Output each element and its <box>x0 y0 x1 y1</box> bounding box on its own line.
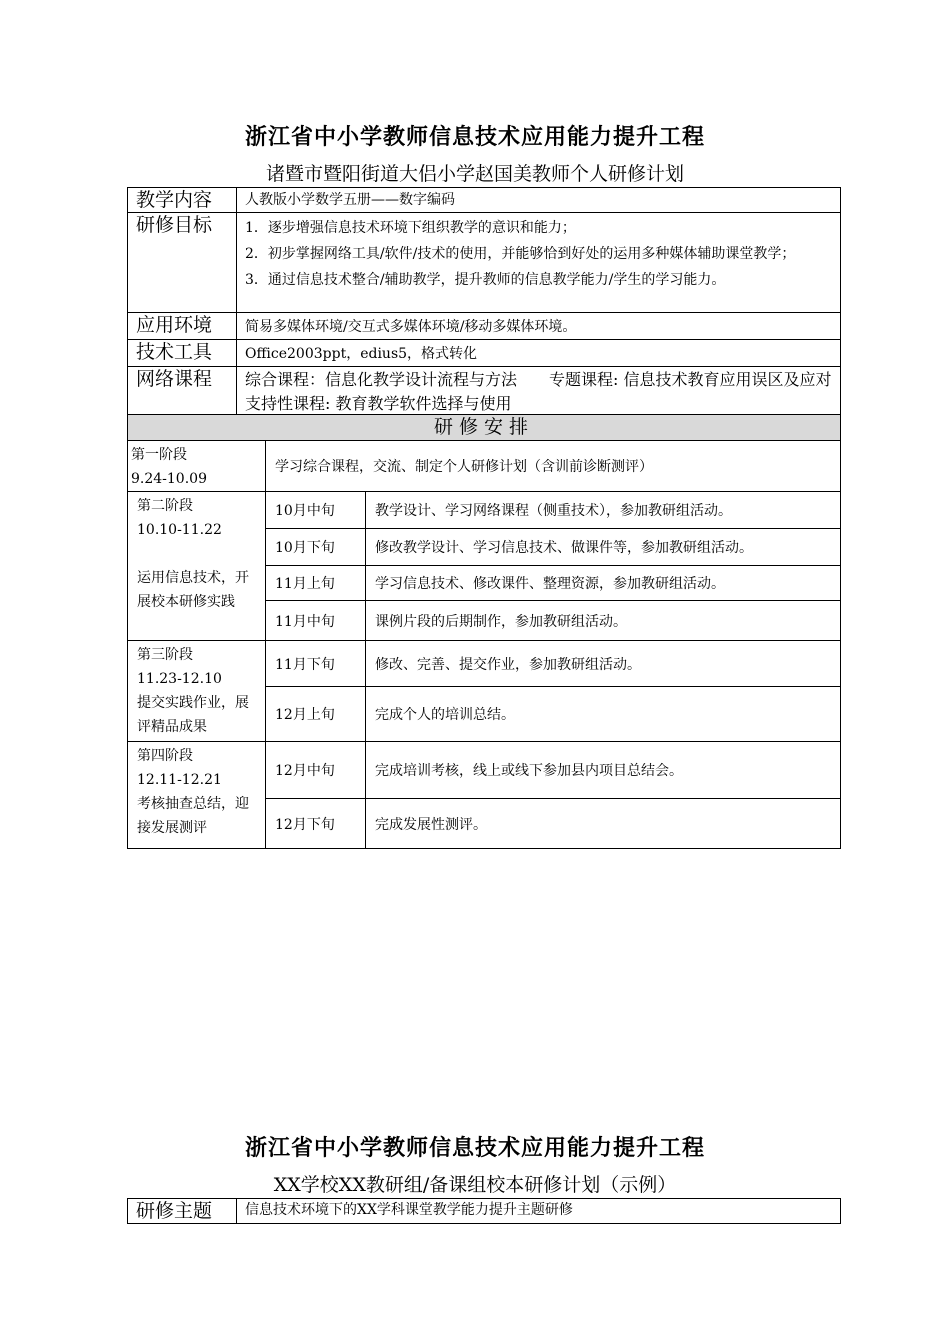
topic-label: 研修主题 <box>128 1199 237 1224</box>
goal-label: 研修目标 <box>128 213 237 313</box>
page2-title: 浙江省中小学教师信息技术应用能力提升工程 <box>244 1135 705 1161</box>
stage-dates: 9.24-10.09 <box>131 471 207 487</box>
stage-name: 第二阶段 <box>137 498 193 514</box>
goal-row <box>128 213 841 313</box>
topic-row <box>128 1199 841 1224</box>
stage1-cell <box>128 441 266 492</box>
period-cell: 11月上旬 <box>266 566 366 601</box>
period-cell: 12月中旬 <box>266 742 366 799</box>
course-row <box>128 367 841 417</box>
page-title: 浙江省中小学教师信息技术应用能力提升工程 <box>244 124 705 150</box>
tool-value: Office2003ppt，edius5，格式转化 <box>237 340 841 367</box>
desc-cell: 完成个人的培训总结。 <box>366 687 841 742</box>
goal-list <box>237 213 841 313</box>
goal-item: 3．通过信息技术整合/辅助教学，提升教师的信息教学能力/学生的学习能力。 <box>245 272 726 288</box>
env-value: 简易多媒体环境/交互式多媒体环境/移动多媒体环境。 <box>237 313 841 340</box>
course-label: 网络课程 <box>128 367 237 417</box>
schedule-table <box>127 414 841 849</box>
table-row <box>128 742 841 799</box>
period-cell: 11月中旬 <box>266 601 366 641</box>
stage-name: 第四阶段 <box>137 748 193 764</box>
goal-item: 1．逐步增强信息技术环境下组织教学的意识和能力； <box>245 220 576 236</box>
env-label: 应用环境 <box>128 313 237 340</box>
desc-cell: 学习信息技术、修改课件、整理资源，参加教研组活动。 <box>366 566 841 601</box>
plan-subtitle: 诸暨市暨阳街道大侣小学赵国美教师个人研修计划 <box>265 163 684 185</box>
tool-label: 技术工具 <box>128 340 237 367</box>
desc-cell: 课例片段的后期制作，参加教研组活动。 <box>366 601 841 641</box>
tool-row <box>128 340 841 367</box>
content-row <box>128 188 841 213</box>
content-label: 教学内容 <box>128 188 237 213</box>
course-value: 综合课程：信息化教学设计流程与方法 专题课程: 信息技术教育应用误区及应对 支持性课程: 教育教学软件选择与使用 <box>237 367 841 417</box>
desc-cell: 完成发展性测评。 <box>366 799 841 849</box>
stage-dates: 12.11-12.21 <box>137 772 222 788</box>
stage-note: 考核抽查总结，迎接发展测评 <box>137 796 249 836</box>
desc-cell: 教学设计、学习网络课程（侧重技术），参加教研组活动。 <box>366 492 841 529</box>
topic-value: 信息技术环境下的XX学科课堂教学能力提升主题研修 <box>237 1199 841 1224</box>
stage2-cell <box>128 492 266 641</box>
period-cell: 12月下旬 <box>266 799 366 849</box>
content-value: 人教版小学数学五册——数字编码 <box>237 188 841 213</box>
table-row <box>128 641 841 687</box>
stage3-cell <box>128 641 266 742</box>
schedule-header-row <box>128 415 841 441</box>
plan-info-table <box>127 187 864 417</box>
stage-note: 运用信息技术，开展校本研修实践 <box>137 570 249 610</box>
page2-subtitle: XX学校XX教研组/备课组校本研修计划（示例） <box>273 1174 677 1196</box>
stage1-row <box>128 441 841 492</box>
env-row <box>128 313 841 340</box>
stage-name: 第一阶段 <box>131 447 187 463</box>
period-cell: 12月上旬 <box>266 687 366 742</box>
schedule-header: 研修安排 <box>128 415 841 441</box>
period-cell: 11月下旬 <box>266 641 366 687</box>
stage-dates: 10.10-11.22 <box>137 522 222 538</box>
stage-name: 第三阶段 <box>137 647 193 663</box>
stage-note: 提交实践作业，展评精品成果 <box>137 695 249 735</box>
desc-cell: 修改、完善、提交作业，参加教研组活动。 <box>366 641 841 687</box>
period-cell: 10月中旬 <box>266 492 366 529</box>
desc-cell: 完成培训考核，线上或线下参加县内项目总结会。 <box>366 742 841 799</box>
table-row <box>128 492 841 529</box>
goal-item: 2．初步掌握网络工具/软件/技术的使用，并能够恰到好处的运用多种媒体辅助课堂教学； <box>245 246 796 262</box>
desc-cell: 修改教学设计、学习信息技术、做课件等，参加教研组活动。 <box>366 529 841 566</box>
stage-dates: 11.23-12.10 <box>137 671 222 687</box>
period-cell: 10月下旬 <box>266 529 366 566</box>
stage1-desc: 学习综合课程，交流、制定个人研修计划（含训前诊断测评） <box>266 441 841 492</box>
school-plan-table <box>127 1198 841 1224</box>
stage4-cell <box>128 742 266 849</box>
